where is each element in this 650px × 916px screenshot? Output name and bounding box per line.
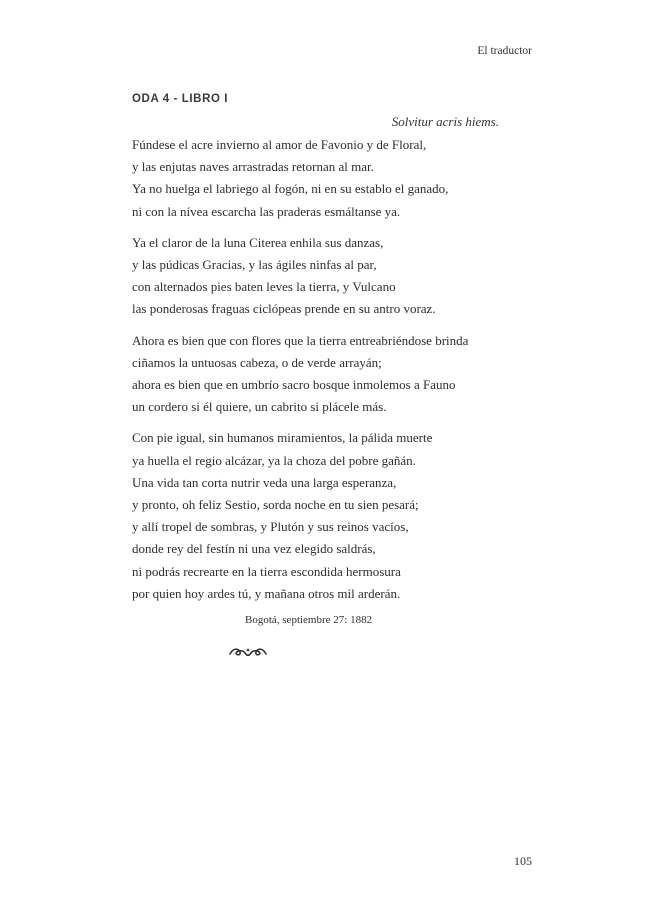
verse-line: Con pie igual, sin humanos miramientos, la pálida muerte bbox=[132, 430, 433, 446]
verse-line: ni podrás recrearte en la tierra escondida hermosura bbox=[132, 563, 401, 579]
page-number: 105 bbox=[514, 854, 532, 868]
verse-line: y allí tropel de sombras, y Plutón y sus reinos vacíos, bbox=[132, 519, 409, 535]
verse-line: y las enjutas naves arrastradas retornan al mar. bbox=[132, 159, 374, 175]
verse-line: Ya no huelga el labriego al fogón, ni en su establo el ganado, bbox=[132, 181, 449, 197]
verse-line: y las púdicas Gracias, y las ágiles ninfas al par, bbox=[132, 257, 377, 273]
running-head: El traductor bbox=[477, 45, 532, 57]
verse-line: ahora es bien que en umbrío sacro bosque inmolemos a Fauno bbox=[132, 377, 456, 393]
stanza bbox=[132, 427, 532, 605]
verse-line: y pronto, oh feliz Sestio, sorda noche en tu sien pesará; bbox=[132, 497, 419, 513]
verse-line: ciñamos la untuosas cabeza, o de verde arrayán; bbox=[132, 354, 382, 370]
dateline: Bogotá, septiembre 27: 1882 bbox=[245, 614, 373, 626]
verse-line: donde rey del festín ni una vez elegido saldrás, bbox=[132, 541, 376, 557]
verse-line: por quien hoy ardes tú, y mañana otros mil arderán. bbox=[132, 585, 401, 601]
epigraph: Solvitur acris hiems. bbox=[391, 114, 499, 129]
verse-line: un cordero si él quiere, un cabrito si plácele más. bbox=[132, 399, 387, 415]
stanza bbox=[132, 134, 532, 223]
verse-line: Ya el claror de la luna Citerea enhila sus danzas, bbox=[132, 234, 384, 250]
verse-line: Ahora es bien que con flores que la tierra entreabriéndose brinda bbox=[132, 332, 469, 348]
verse-line: Una vida tan corta nutrir veda una larga esperanza, bbox=[132, 474, 397, 490]
stanza bbox=[132, 232, 532, 321]
ode-heading: ODA 4 - LIBRO I bbox=[132, 93, 229, 105]
verse-line: ni con la nívea escarcha las praderas esmáltanse ya. bbox=[132, 203, 401, 219]
verse-line: con alternados pies baten leves la tierra, y Vulcano bbox=[132, 279, 396, 295]
floral-ornament-icon bbox=[228, 645, 268, 659]
poem-body bbox=[132, 134, 532, 614]
verse-line: Fúndese el acre invierno al amor de Favonio y de Floral, bbox=[132, 137, 427, 152]
verse-line: las ponderosas fraguas ciclópeas prende en su antro voraz. bbox=[132, 301, 436, 317]
verse-line: ya huella el regio alcázar, ya la choza del pobre gañán. bbox=[132, 452, 416, 468]
stanza bbox=[132, 330, 532, 419]
